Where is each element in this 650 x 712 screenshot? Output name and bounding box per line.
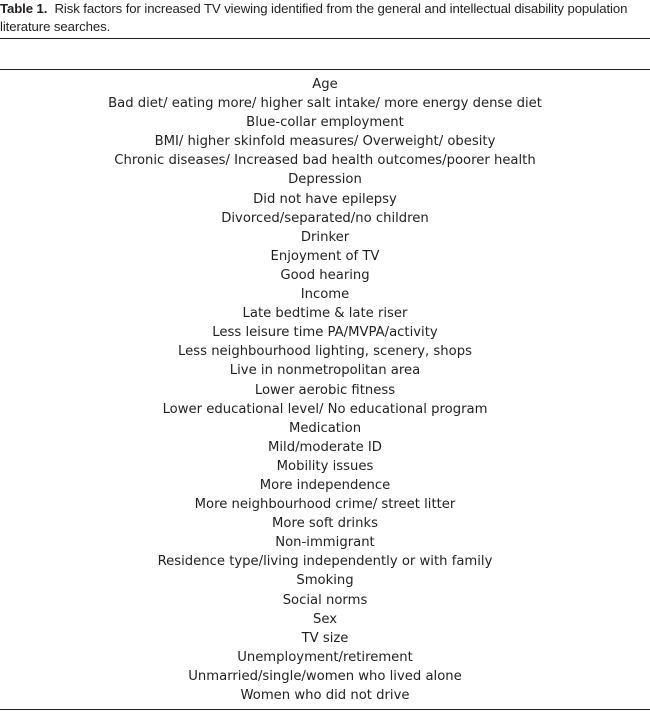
table-row: Mild/moderate ID (268, 439, 382, 455)
table-row: More independence (259, 477, 391, 493)
table-row: Income (300, 287, 350, 303)
table-row: Did not have epilepsy (253, 191, 397, 207)
table-row: Good hearing (280, 267, 370, 283)
table-row: Unemployment/retirement (237, 649, 413, 665)
table-row: Non-immigrant (275, 535, 375, 551)
table-row: TV size (301, 630, 349, 646)
table-row: Mobility issues (276, 458, 374, 474)
table-top-rule (0, 38, 650, 39)
table-row: Residence type/living independently or with family (157, 554, 493, 570)
table-bottom-rule (0, 709, 650, 710)
table-header-rule (0, 69, 650, 70)
table-caption-label: Table 1. (0, 1, 48, 16)
table-row: Depression (288, 172, 362, 188)
table-row: BMI/ higher skinfold measures/ Overweight/ obesity (154, 134, 496, 150)
table-row: Age (312, 77, 338, 92)
table-row: Divorced/separated/no children (221, 210, 429, 226)
table-row: Bad diet/ eating more/ higher salt intake/ more energy dense diet (108, 96, 542, 112)
table-row: Social norms (282, 592, 368, 608)
table-row: Lower educational level/ No educational program (162, 401, 488, 417)
table-row: More neighbourhood crime/ street litter (194, 497, 456, 513)
table-row: Smoking (296, 573, 354, 589)
risk-factor-list (0, 75, 650, 705)
table-caption-text: Risk factors for increased TV viewing identified from the general and intellectual disability population literature searches. (0, 1, 628, 34)
table-row: Late bedtime & late riser (242, 306, 408, 322)
table-row: Medication (288, 420, 362, 436)
table-row: Less leisure time PA/MVPA/activity (212, 325, 438, 341)
table-row: Sex (312, 611, 338, 627)
table-row: Drinker (300, 229, 350, 245)
table-row: Unmarried/single/women who lived alone (188, 668, 462, 684)
table-row: Blue-collar employment (246, 115, 404, 131)
table-caption (0, 0, 648, 36)
table-row: Women who did not drive (240, 688, 410, 703)
table-row: Live in nonmetropolitan area (229, 363, 421, 379)
table-row: Less neighbourhood lighting, scenery, shops (178, 344, 472, 360)
table-row: Lower aerobic fitness (254, 382, 396, 398)
table-row: Enjoyment of TV (270, 248, 380, 264)
table-row: More soft drinks (272, 516, 378, 532)
table-row: Chronic diseases/ Increased bad health outcomes/poorer health (114, 153, 536, 169)
